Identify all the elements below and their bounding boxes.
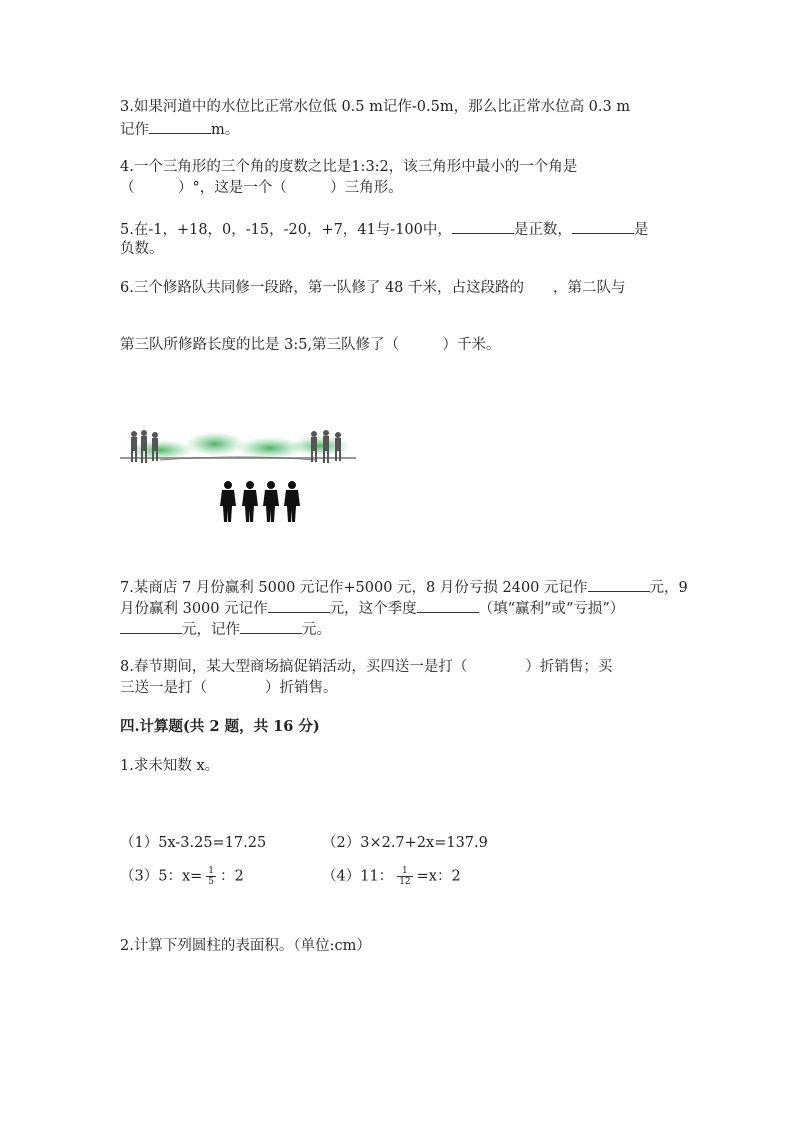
q7-text-2a: 月份赢利 3000 元记作 (120, 601, 268, 617)
q7-text-1a: 7.某商店 7 月份赢利 5000 元记作+5000 元，8 月份亏损 2400 元记作 (120, 580, 588, 596)
answer-blank (588, 576, 650, 592)
q7-line1 (120, 576, 688, 598)
calc1-problem-2: （2）3×2.7+2x=137.9 (322, 835, 488, 851)
calc1-title: 1.求未知数 x。 (120, 758, 220, 774)
p3-suffix: ：2 (220, 868, 244, 885)
q8-line1: 8.春节期间，某大型商场搞促销活动，买四送一是打（ ）折销售；买 (120, 659, 613, 675)
q7-text-2c: （填“赢利”或“亏损”） (478, 601, 625, 617)
p3-prefix: （3）5：x= (120, 868, 203, 885)
calc1-problem-3 (120, 866, 244, 887)
calc1-problem-1: （1）5x-3.25=17.25 (120, 835, 267, 851)
answer-blank (572, 218, 634, 234)
q3-line2 (120, 118, 239, 140)
calc2-title: 2.计算下列圆柱的表面积。（单位:cm） (120, 938, 371, 954)
q5-line2: 负数。 (120, 241, 164, 257)
q7-text-2b: 元，这个季度 (329, 601, 417, 617)
q7-text-1b: 元，9 (649, 580, 688, 596)
q3-line2-prefix: 记作 (120, 122, 149, 138)
q4-line2: （ ）°，这是一个（ ）三角形。 (120, 180, 403, 196)
q6-line2: 第三队所修路长度的比是 3:5,第三队修了（ ）千米。 (120, 337, 501, 353)
q4-line1: 4.一个三角形的三个角的度数之比是1:3:2，该三角形中最小的一个角是 (120, 159, 578, 175)
answer-blank (268, 597, 330, 613)
road-workers-illustration (120, 428, 356, 532)
q8-line2: 三送一是打（ ）折销售。 (120, 680, 338, 696)
q5-line1 (120, 218, 648, 240)
answer-blank (452, 218, 514, 234)
fraction (397, 866, 412, 887)
q3-line1: 3.如果河道中的水位比正常水位低 0.5 m记作-0.5m，那么比正常水位高 0.3 m (120, 99, 631, 115)
q6-line1: 6.三个修路队共同修一段路，第一队修了 48 千米，占这段路的 ，第二队与 (120, 280, 626, 296)
fraction-numerator: 1 (208, 866, 215, 876)
fraction-denominator: 12 (399, 877, 411, 887)
answer-blank (417, 597, 479, 613)
fraction (206, 866, 216, 887)
q7-line3 (120, 618, 331, 640)
section-heading: 四.计算题(共 2 题，共 16 分) (120, 718, 320, 735)
answer-blank (240, 618, 302, 634)
q3-line2-suffix: m。 (211, 122, 240, 138)
answer-blank (120, 618, 182, 634)
q5-text-b: 是正数， (513, 222, 572, 238)
four-standing-figures (220, 481, 300, 522)
p4-suffix: =x：2 (416, 868, 461, 885)
p4-prefix: （4）11： (322, 868, 394, 885)
calc1-problem-4 (322, 866, 461, 887)
answer-blank (149, 118, 211, 134)
fraction-numerator: 1 (397, 866, 412, 877)
fraction-denominator: 5 (208, 877, 215, 887)
q5-text-a: 5.在-1，+18，0，-15，-20，+7，41与-100中， (120, 222, 452, 238)
q7-text-3a: 元，记作 (182, 622, 240, 638)
q5-text-c: 是 (633, 222, 649, 238)
q7-text-3b: 元。 (302, 622, 331, 638)
q7-line2 (120, 597, 624, 619)
